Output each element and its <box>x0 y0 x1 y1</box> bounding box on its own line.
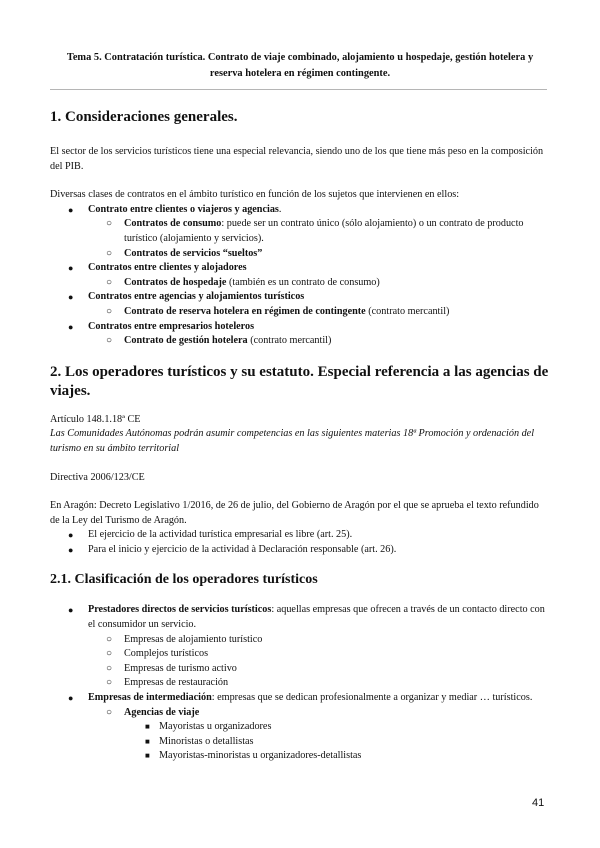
section-2-1-heading: 2.1. Clasificación de los operadores turísticos <box>50 572 318 588</box>
bullet-circle-icon: ○ <box>106 662 113 674</box>
contract-types-list <box>50 203 550 349</box>
bullet-circle-icon: ○ <box>106 648 113 660</box>
activity-list <box>50 528 550 557</box>
bullet-circle-icon: ○ <box>106 305 113 317</box>
list-item: ○ Empresas de turismo activo <box>50 662 550 677</box>
bullet-disc-icon: ● <box>68 292 74 303</box>
article-reference: Artículo 148.1.18ª CE <box>50 413 141 425</box>
directive-reference: Directiva 2006/123/CE <box>50 471 145 483</box>
list-item: ■ Mayoristas u organizadores <box>50 720 550 735</box>
s1-paragraph-2: Diversas clases de contratos en el ámbito turístico en función de los sujetos que intervienen en ellos: <box>50 189 460 201</box>
list-item: ○ Empresas de restauración <box>50 676 550 691</box>
bullet-disc-icon: ● <box>68 530 74 541</box>
list-item: ○ Empresas de alojamiento turístico <box>50 633 550 648</box>
list-item: ● Empresas de intermediación: empresas que se dedican profesionalmente a organizar y mediar … turísticos. <box>50 691 550 706</box>
bullet-circle-icon: ○ <box>106 677 113 689</box>
bullet-circle-icon: ○ <box>106 706 113 718</box>
header-divider <box>50 89 547 90</box>
list-item: ● Contrato entre clientes o viajeros y agencias. <box>50 203 550 218</box>
list-item: ○ Contrato de reserva hotelera en régimen de contingente (contrato mercantil) <box>50 305 550 320</box>
bullet-disc-icon: ● <box>68 321 74 332</box>
bullet-disc-icon: ● <box>68 544 74 555</box>
bullet-circle-icon: ○ <box>106 335 113 347</box>
page-number: 41 <box>532 797 545 809</box>
bullet-disc-icon: ● <box>68 693 74 704</box>
list-item: ● Contratos entre empresarios hoteleros <box>50 320 550 335</box>
bullet-circle-icon: ○ <box>106 633 113 645</box>
list-item: ○ Contratos de consumo: puede ser un contrato único (sólo alojamiento) o un contrato de producto turístico (alojamiento y servicios). <box>106 218 524 244</box>
list-item: ● El ejercicio de la actividad turística empresarial es libre (art. 25). <box>50 528 550 543</box>
list-item: ○ Contrato de gestión hotelera (contrato mercantil) <box>50 334 550 349</box>
bullet-disc-icon: ● <box>68 605 74 616</box>
article-quote: Las Comunidades Autónomas podrán asumir competencias en las siguientes materias 18ª Promoción y ordenación del turismo en su ámbito territorial <box>50 428 535 454</box>
list-item: ○ Contratos de servicios “sueltos” <box>50 247 550 262</box>
list-item: ● Contratos entre agencias y alojamientos turísticos <box>50 290 550 305</box>
list-item: ● Para el inicio y ejercicio de la actividad à Declaración responsable (art. 26). <box>50 543 550 558</box>
section-2-heading: 2. Los operadores turísticos y su estatuto. Especial referencia a las agencias de viajes. <box>50 363 549 399</box>
bullet-square-icon: ■ <box>145 736 150 746</box>
list-item: ○ Contratos de hospedaje (también es un contrato de consumo) <box>50 276 550 291</box>
list-item: ○ Complejos turísticos <box>50 647 550 662</box>
s1-paragraph-1: El sector de los servicios turísticos tiene una especial relevancia, siendo uno de los que tiene más peso en la composición del PIB. <box>50 146 544 172</box>
operators-list <box>50 603 550 764</box>
document-body <box>50 108 550 764</box>
bullet-square-icon: ■ <box>145 722 150 732</box>
list-item: ○ Agencias de viaje <box>50 706 550 721</box>
list-item: ■ Minoristas o detallistas <box>50 735 550 750</box>
bullet-circle-icon: ○ <box>106 276 113 288</box>
bullet-circle-icon: ○ <box>106 247 113 259</box>
bullet-disc-icon: ● <box>68 263 74 274</box>
list-item: ● Contratos entre clientes y alojadores <box>50 261 550 276</box>
section-1-heading: 1. Consideraciones generales. <box>50 109 238 125</box>
bullet-square-icon: ■ <box>145 751 150 761</box>
bullet-disc-icon: ● <box>68 204 74 215</box>
aragon-decree: En Aragón: Decreto Legislativo 1/2016, de 26 de julio, del Gobierno de Aragón por el que se aprueba el texto refundido de la Ley del Turismo de Aragón. <box>50 500 539 526</box>
list-item: ■ Mayoristas-minoristas u organizadores-detallistas <box>50 749 550 764</box>
list-item: ● Prestadores directos de servicios turísticos: aquellas empresas que ofrecen a través de un contacto directo con el consumidor un servicio. <box>68 604 545 631</box>
bullet-circle-icon: ○ <box>106 218 113 230</box>
document-header: Tema 5. Contratación turística. Contrato de viaje combinado, alojamiento u hospedaje, gestión hotelera y reserva hotelera en régimen contingente. <box>66 52 534 79</box>
